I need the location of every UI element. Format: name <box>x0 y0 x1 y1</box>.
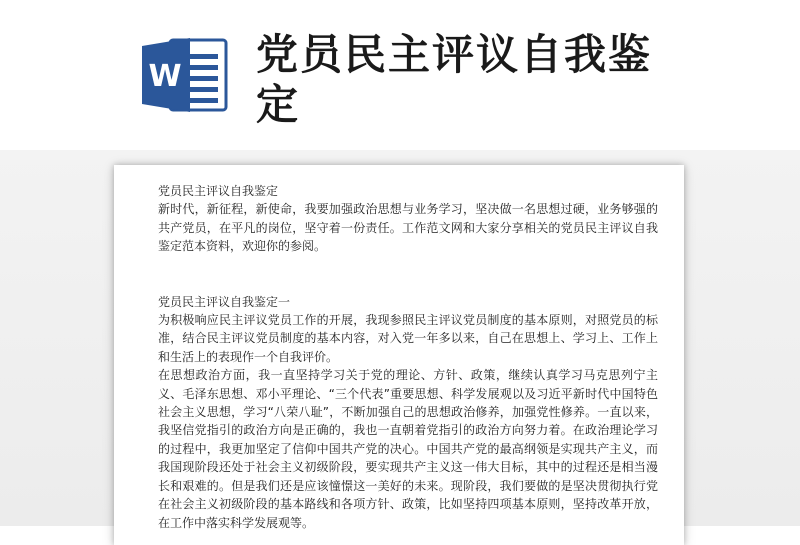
page-title: 党员民主评议自我鉴定 <box>256 30 653 129</box>
paragraph-1: 为积极响应民主评议党员工作的开展，我现参照民主评议党员制度的基本原则，对照党员的标准，结合民主评议党员制度的基本内容，对入党一年多以来，自己在思想上、学习上、工作上和生活上的表现作一个自我评价。 <box>158 313 658 364</box>
document-heading: 党员民主评议自我鉴定 <box>158 184 279 198</box>
section-title: 党员民主评议自我鉴定一 <box>158 294 291 309</box>
word-document-icon <box>140 34 228 116</box>
paragraph-gap <box>158 256 658 293</box>
document-page <box>114 165 684 545</box>
paragraph-2: 在思想政治方面，我一直坚持学习关于党的理论、方针、政策，继续认真学习马克思列宁主义、毛泽东思想、邓小平理论、“三个代表”重要思想、科学发展观以及习近平新时代中国特色社会主义思想，学习“八荣八耻”，不断加强自己的思想政治修养，加强党性修养。一直以来，我坚信党指引的政治方向是正确的，我也一直朝着党指引的政治方向努力着。在政治理论学习的过程中，我更加坚定了信仰中国共产党的决心。中国共产党的最高纲领是实现共产主义，而我国现阶段还处于社会主义初级阶段，要实现共产主义这一伟大目标，其中的过程还是相当漫长和艰难的。但是我们还是应该憧憬这一美好的未来。现阶段，我们要做的是坚决贯彻执行党在社会主义初级阶段的基本路线和各项方针、政策，比如坚持四项基本原则，坚持改革开放，在工作中落实科学发展观等。 <box>158 368 658 530</box>
document-content <box>158 182 658 532</box>
intro-paragraph: 新时代，新征程，新使命，我要加强政治思想与业务学习，坚决做一名思想过硬，业务够强的共产党员，在平凡的岗位，坚守着一份责任。工作范文网和大家分享相关的党员民主评议自我鉴定范本资料，欢迎你的参阅。 <box>158 202 658 254</box>
word-icon-letter: W <box>148 59 182 94</box>
header <box>0 0 800 150</box>
